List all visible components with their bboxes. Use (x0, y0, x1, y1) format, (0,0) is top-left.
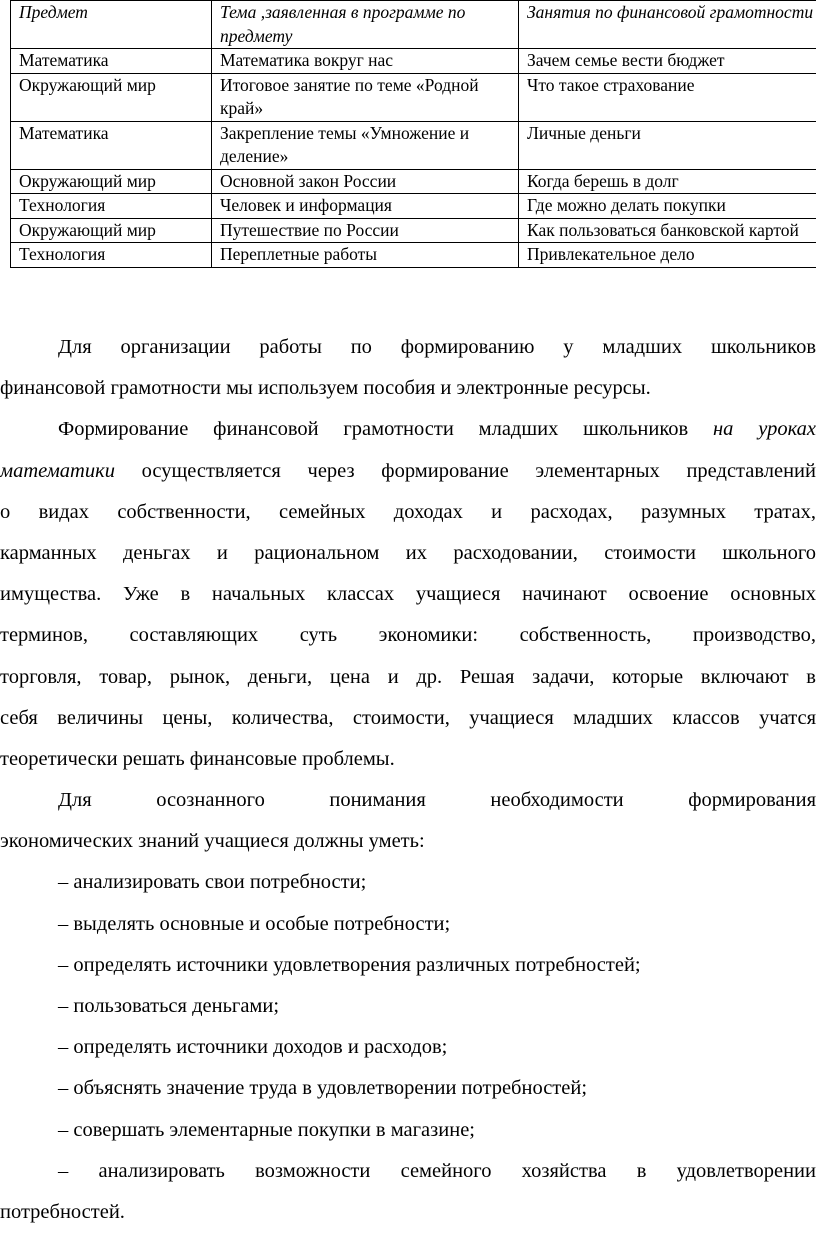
table-row (11, 73, 816, 121)
text: – определять источники доходов и расходов; (58, 1036, 447, 1058)
text-line (0, 986, 816, 1027)
text: потребностей. (0, 1201, 125, 1223)
text-line (0, 945, 816, 986)
text-line (0, 821, 816, 862)
table-cell: Окружающий мир (11, 169, 212, 194)
text-line (0, 739, 816, 780)
table-cell: Математика (11, 121, 212, 169)
text: имущества. Уже в начальных классах учащиеся начинают освоение основных (0, 583, 816, 605)
text-line (0, 492, 816, 533)
text-line (0, 1027, 816, 1068)
header-cell: Тема ,заявленная в программе по предмету (212, 1, 519, 49)
table-cell: Привлекательное дело (519, 243, 816, 268)
text: – определять источники удовлетворения различных потребностей; (58, 954, 641, 976)
text-line (0, 574, 816, 615)
text: торговля, товар, рынок, деньги, цена и др. Решая задачи, которые включают в (0, 666, 816, 688)
text: Формирование финансовой грамотности младших школьников (58, 418, 713, 440)
text: Для осознанного понимания необходимости формирования (58, 789, 816, 811)
text-line (0, 1110, 816, 1151)
text-line (0, 533, 816, 574)
text: – пользоваться деньгами; (58, 995, 279, 1017)
text-line (0, 615, 816, 656)
table-cell: Путешествие по России (212, 218, 519, 243)
text: – объяснять значение труда в удовлетворении потребностей; (58, 1077, 587, 1099)
text: себя величины цены, количества, стоимости, учащиеся младших классов учатся (0, 707, 816, 729)
table-cell: Технология (11, 243, 212, 268)
text-line (0, 1068, 816, 1109)
table-cell: Где можно делать покупки (519, 194, 816, 219)
text: финансовой грамотности мы используем пособия и электронные ресурсы. (0, 377, 651, 399)
text: теоретически решать финансовые проблемы. (0, 748, 395, 770)
header-cell: Занятия по финансовой грамотности (519, 1, 816, 49)
text-line (0, 904, 816, 945)
table-header-row (11, 1, 816, 49)
text: экономических знаний учащиеся должны уметь: (0, 830, 425, 852)
table-row (11, 218, 816, 243)
table-row (11, 121, 816, 169)
text-line (0, 409, 816, 450)
table-cell: Зачем семье вести бюджет (519, 49, 816, 74)
table-cell: Личные деньги (519, 121, 816, 169)
header-cell: Предмет (11, 1, 212, 49)
text-line (0, 862, 816, 903)
text-line (0, 1151, 816, 1192)
text: терминов, составляющих суть экономики: собственность, производство, (0, 624, 816, 646)
table-cell: Математика (11, 49, 212, 74)
text: – анализировать возможности семейного хозяйства в удовлетворении (58, 1160, 816, 1182)
table-cell: Человек и информация (212, 194, 519, 219)
table-cell: Что такое страхование (519, 73, 816, 121)
text-line (0, 780, 816, 821)
document-body (0, 327, 816, 1233)
text: Для организации работы по формированию у младших школьников (58, 336, 816, 358)
table-cell: Окружающий мир (11, 218, 212, 243)
text-line (0, 657, 816, 698)
table-cell: Как пользоваться банковской картой (519, 218, 816, 243)
italic-text: на уроках (713, 418, 816, 440)
table-cell: Математика вокруг нас (212, 49, 519, 74)
table-row (11, 243, 816, 268)
table-cell: Закрепление темы «Умножение и деление» (212, 121, 519, 169)
text: – анализировать свои потребности; (58, 871, 366, 893)
text-line (0, 698, 816, 739)
table-cell: Когда берешь в долг (519, 169, 816, 194)
text: – выделять основные и особые потребности; (58, 913, 450, 935)
text-line (0, 451, 816, 492)
table-cell: Технология (11, 194, 212, 219)
table-cell: Итоговое занятие по теме «Родной край» (212, 73, 519, 121)
italic-text: математики (0, 460, 115, 482)
table-cell: Окружающий мир (11, 73, 212, 121)
table-cell: Переплетные работы (212, 243, 519, 268)
table-cell: Основной закон России (212, 169, 519, 194)
text-line (0, 1192, 816, 1233)
table-row (11, 49, 816, 74)
text: о видах собственности, семейных доходах и расходах, разумных тратах, (0, 501, 816, 523)
table-row (11, 169, 816, 194)
text: осуществляется через формирование элементарных представлений (115, 460, 816, 482)
text-line (0, 368, 816, 409)
text: – совершать элементарные покупки в магазине; (58, 1119, 475, 1141)
lessons-table (10, 0, 816, 268)
text: карманных деньгах и рациональном их расходовании, стоимости школьного (0, 542, 816, 564)
text-line (0, 327, 816, 368)
table-row (11, 194, 816, 219)
